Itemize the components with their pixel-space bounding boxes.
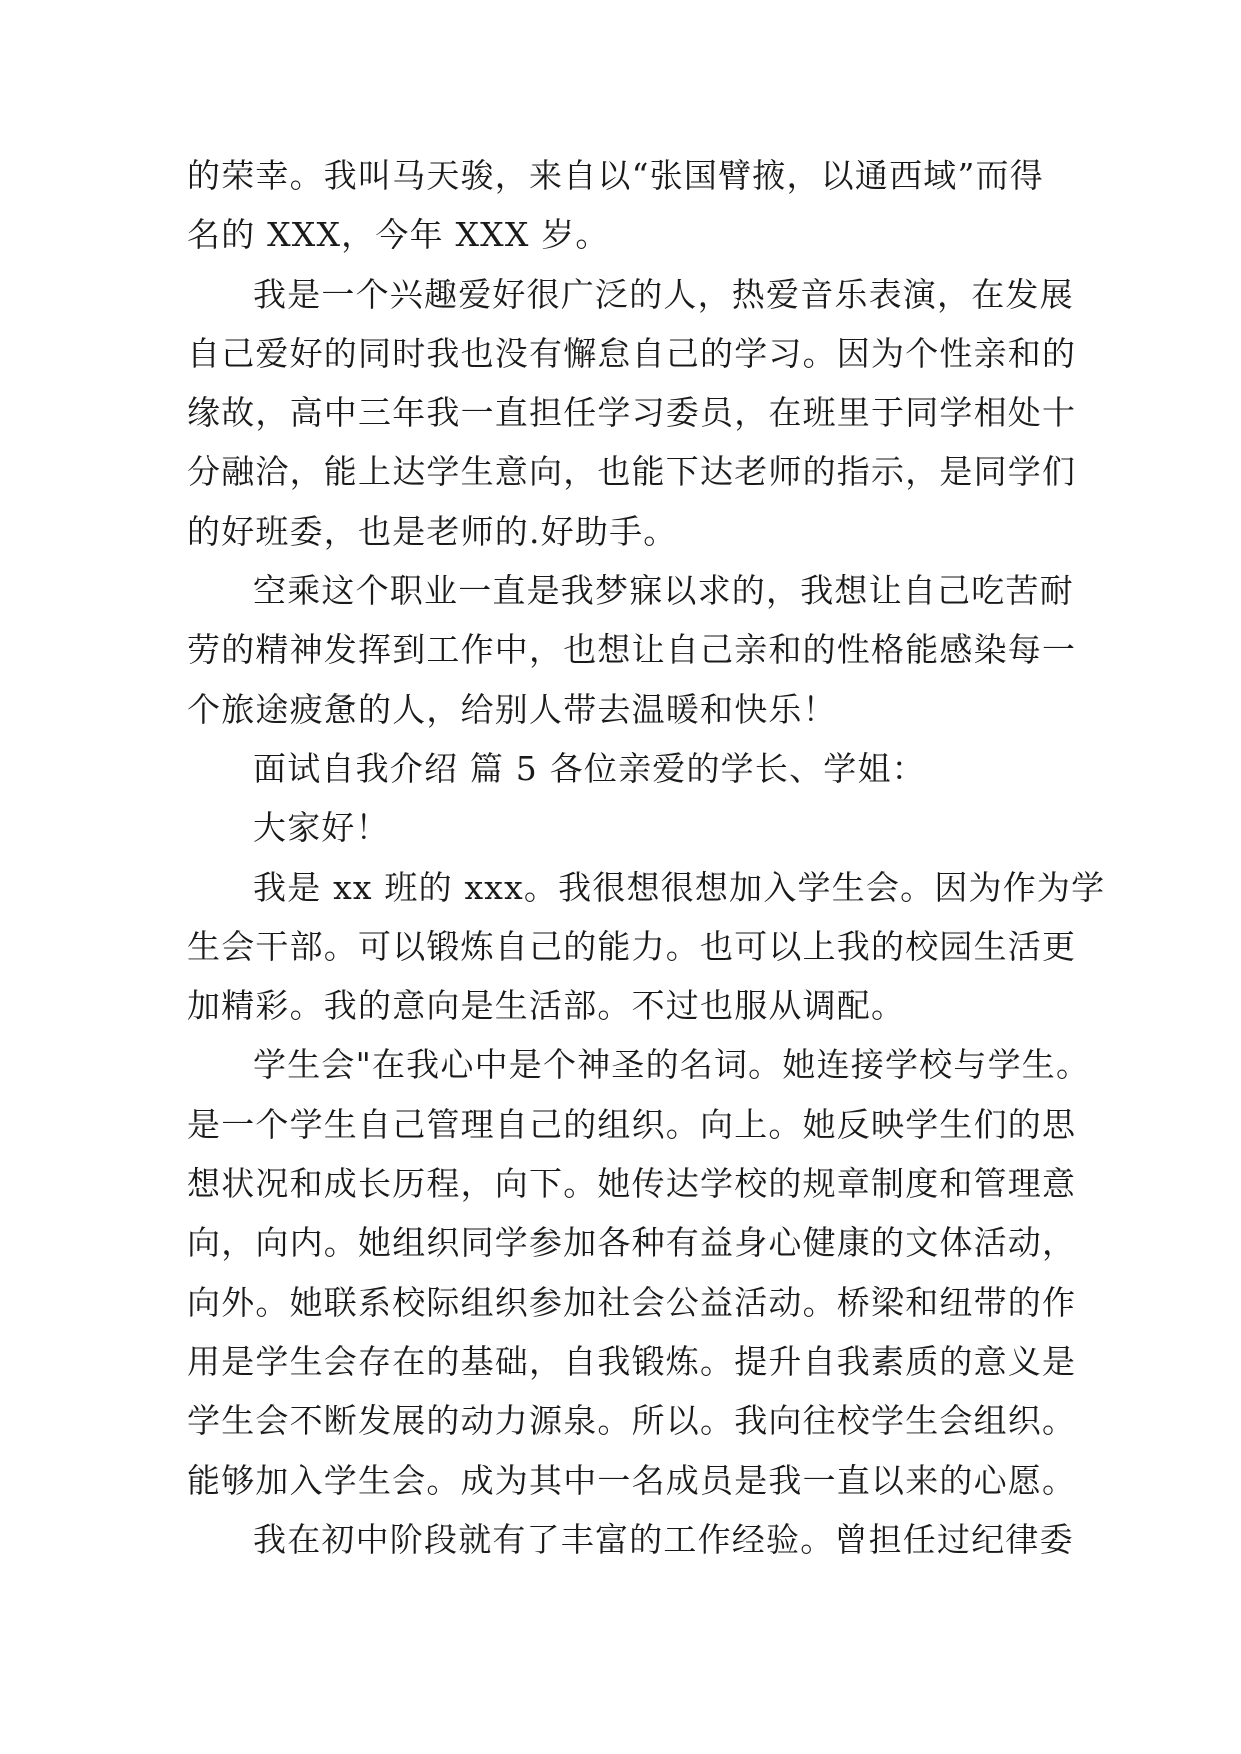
text-line: 我是一个兴趣爱好很广泛的人，热爱音乐表演，在发展 — [253, 274, 1074, 314]
text-line: 加精彩。我的意向是生活部。不过也服从调配。 — [187, 986, 906, 1026]
text-line: 名的 XXX，今年 XXX 岁。 — [187, 215, 610, 255]
text-line: 用是学生会存在的基础，自我锻炼。提升自我素质的意义是 — [187, 1341, 1077, 1381]
text-line: 能够加入学生会。成为其中一名成员是我一直以来的心愿。 — [187, 1460, 1077, 1500]
text-line: 是一个学生自己管理自己的组织。向上。她反映学生们的思 — [187, 1104, 1077, 1144]
text-line: 劳的精神发挥到工作中，也想让自己亲和的性格能感染每一 — [187, 630, 1077, 670]
document-body — [187, 146, 1106, 1569]
paragraph-7 — [187, 1035, 1091, 1509]
text-line: 空乘这个职业一直是我梦寐以求的，我想让自己吃苦耐 — [253, 571, 1074, 611]
paragraph-1 — [187, 146, 1067, 265]
text-line: 的荣幸。我叫马天骏，来自以“张国臂掖，以通西域”而得 — [187, 156, 1044, 195]
text-line: 学生会不断发展的动力源泉。所以。我向往校学生会组织。 — [187, 1401, 1077, 1441]
text-line: 大家好！ — [253, 808, 390, 848]
paragraph-3 — [187, 561, 1077, 739]
text-line: 我在初中阶段就有了丰富的工作经验。曾担任过纪律委 — [253, 1519, 1074, 1559]
paragraph-6 — [187, 858, 1106, 1036]
text-line: 自己爱好的同时我也没有懈怠自己的学习。因为个性亲和的 — [187, 333, 1077, 373]
text-line: 向外。她联系校际组织参加社会公益活动。桥梁和纽带的作 — [187, 1282, 1077, 1322]
text-line: 学生会"在我心中是个神圣的名词。她连接学校与学生。 — [253, 1045, 1091, 1085]
text-line: 分融洽，能上达学生意向，也能下达老师的指示，是同学们 — [187, 452, 1077, 492]
text-line: 面试自我介绍 篇 5 各位亲爱的学长、学姐： — [253, 748, 926, 788]
paragraph-8 — [187, 1510, 1074, 1569]
section-heading — [187, 739, 1067, 798]
greeting — [187, 798, 1067, 857]
text-line: 个旅途疲惫的人，给别人带去温暖和快乐！ — [187, 689, 837, 729]
text-line: 我是 xx 班的 xxx。我很想很想加入学生会。因为作为学 — [253, 867, 1106, 907]
paragraph-2 — [187, 265, 1077, 561]
text-line: 的好班委，也是老师的.好助手。 — [187, 511, 678, 551]
text-line: 向，向内。她组织同学参加各种有益身心健康的文体活动， — [187, 1223, 1077, 1263]
text-line: 想状况和成长历程，向下。她传达学校的规章制度和管理意 — [187, 1164, 1077, 1204]
text-line: 缘故，高中三年我一直担任学习委员，在班里于同学相处十 — [187, 393, 1077, 433]
text-line: 生会干部。可以锻炼自己的能力。也可以上我的校园生活更 — [187, 926, 1077, 966]
